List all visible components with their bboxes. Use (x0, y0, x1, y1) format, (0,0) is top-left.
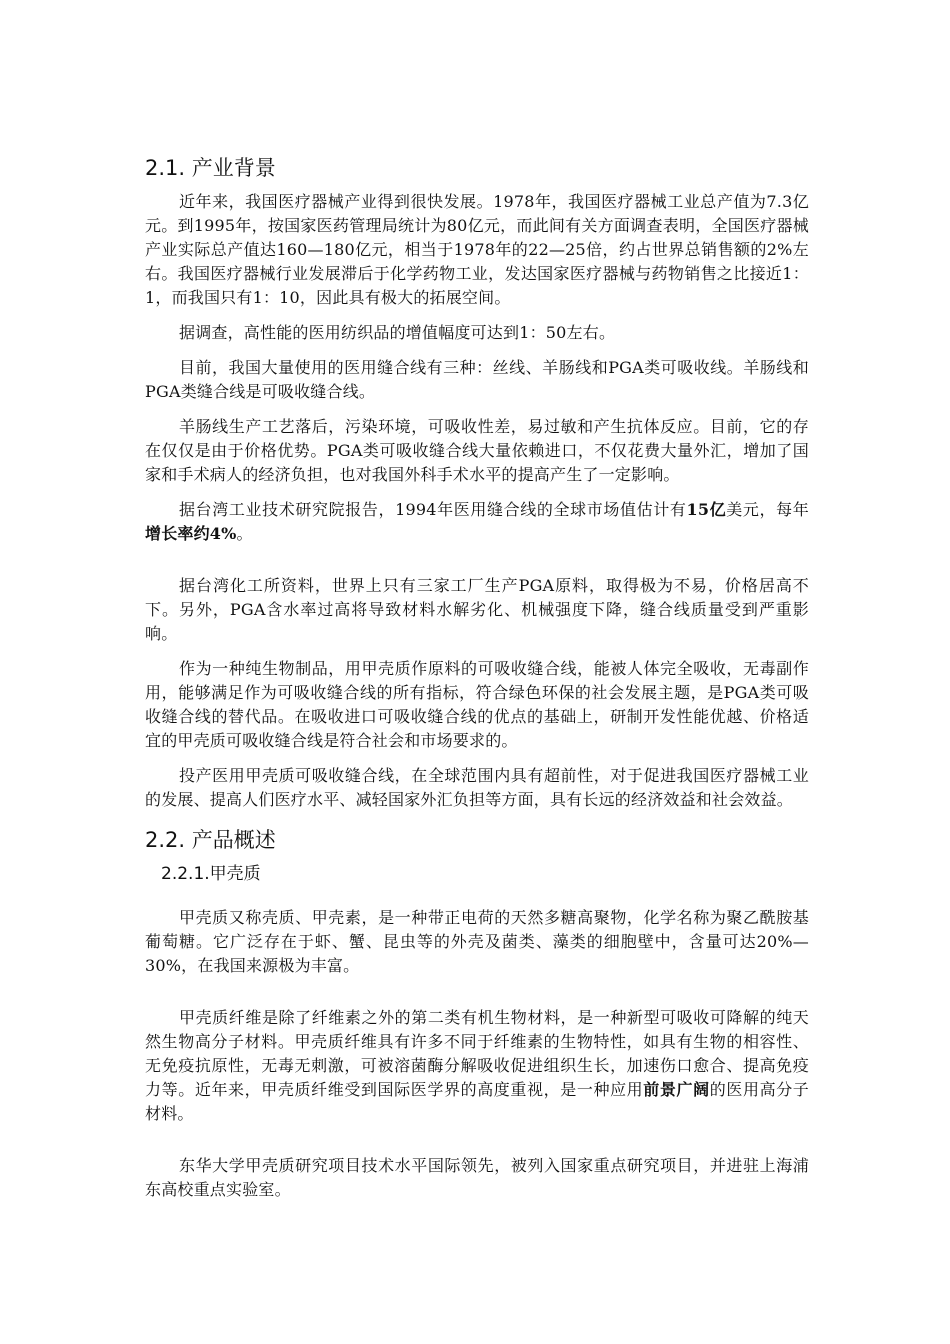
document-body (145, 152, 809, 1202)
paragraph-benefits: 投产医用甲壳质可吸收缝合线，在全球范围内具有超前性，对于促进我国医疗器械工业的发展、提高人们医疗水平、减轻国家外汇负担等方面，具有长远的经济效益和社会效益。 (145, 766, 809, 809)
paragraph-value-added: 据调查，高性能的医用纺织品的增值幅度可达到1：50左右。 (179, 323, 616, 342)
market-value-amount: 15亿 (686, 500, 727, 519)
paragraph-industry-output: 近年来，我国医疗器械产业得到很快发展。1978年，我国医疗器械工业总产值为7.3亿元。到1995年，按国家医药管理局统计为80亿元，而此间有关方面调查表明，全国医疗器械产业实际总产值达160—180亿元，相当于1978年的22—25倍，约占世界总销售额的2%左右。我国医疗器械行业发展滞后于化学药物工业，发达国家医疗器械与药物销售之比接近1：1，而我国只有1：10，因此具有极大的拓展空间。 (145, 192, 809, 307)
growth-rate: 增长率约4% (145, 524, 237, 543)
paragraph-catgut-issues: 羊肠线生产工艺落后，污染环境，可吸收性差，易过敏和产生抗体反应。目前，它的存在仅仅是由于价格优势。PGA类可吸收缝合线大量依赖进口，不仅花费大量外汇，增加了国家和手术病人的经济负担，也对我国外科手术水平的提高产生了一定影响。 (145, 417, 809, 484)
chitin-fiber-text-c: 的医用高分子材料。 (145, 1080, 809, 1123)
section-heading-2-2: 2.2. 产品概述 (145, 828, 276, 852)
subsection-heading-2-2-1: 2.2.1.甲壳质 (161, 864, 261, 884)
paragraph-pga-supply: 据台湾化工所资料，世界上只有三家工厂生产PGA原料，取得极为不易，价格居高不下。另外，PGA含水率过高将导致材料水解劣化、机械强度下降，缝合线质量受到严重影响。 (145, 576, 809, 643)
paragraph-chitin-definition: 甲壳质又称壳质、甲壳素，是一种带正电荷的天然多糖高聚物，化学名称为聚乙酰胺基葡萄糖。它广泛存在于虾、蟹、昆虫等的外壳及菌类、藻类的细胞壁中，含量可达20%—30%，在我国来源极为丰富。 (145, 908, 809, 975)
section-heading-2-1: 2.1. 产业背景 (145, 156, 276, 180)
paragraph-chitin-suture: 作为一种纯生物制品，用甲壳质作原料的可吸收缝合线，能被人体完全吸收，无毒副作用，能够满足作为可吸收缝合线的所有指标，符合绿色环保的社会发展主题，是PGA类可吸收缝合线的替代品。在吸收进口可吸收缝合线的优点的基础上，研制开发性能优越、价格适宜的甲壳质可吸收缝合线是符合社会和市场要求的。 (145, 659, 809, 750)
paragraph-market-value (145, 498, 809, 546)
chitin-fiber-emphasis: 前景广阔 (643, 1080, 710, 1099)
paragraph-suture-types: 目前，我国大量使用的医用缝合线有三种：丝线、羊肠线和PGA类可吸收线。羊肠线和PGA类缝合线是可吸收缝合线。 (145, 358, 809, 401)
chitin-fiber-text-a: 甲壳质纤维是除了纤维素之外的第二类有机生物材料，是一种新型可吸收可降解的纯天然生物高分子材料。甲壳质纤维具有许多不同于纤维素的生物特性，如具有生物的相容性、无免疫抗原性，无毒无刺激，可被溶菌酶分解吸收促进组织生长，加速伤口愈合、提高免疫力等。近年来，甲壳质纤维受到国际医学界的高度重视，是一种应用 (145, 1008, 809, 1099)
market-value-text-a: 据台湾工业技术研究院报告，1994年医用缝合线的全球市场值估计有 (179, 500, 687, 519)
paragraph-donghua-research: 东华大学甲壳质研究项目技术水平国际领先，被列入国家重点研究项目，并进驻上海浦东高校重点实验室。 (145, 1156, 809, 1199)
market-value-text-e: 。 (236, 524, 253, 543)
market-value-text-c: 美元，每年 (726, 500, 809, 519)
paragraph-chitin-fiber (145, 1006, 809, 1126)
